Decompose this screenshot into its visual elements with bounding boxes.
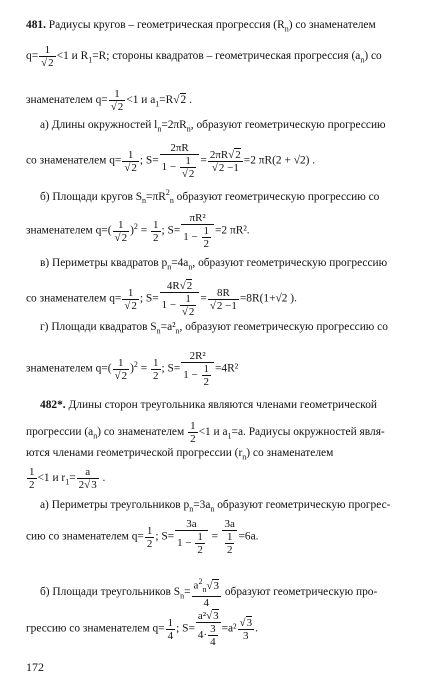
problem-482-number: 482*.	[40, 399, 66, 411]
p481-line-2: q= 1 √ 2 <1 и $R_1=R$; стороны квадратов – геометрическая прогрессия $(a_n)$ со	[26, 44, 420, 69]
p481-line-1: 481. Радиусы кругов – геометрическая прогрессия $(R_n)$ со знаменателем	[26, 19, 376, 34]
p481-a-text: а) Длины окружностей $l_n=2\pi R_n$, образуют геометрическую прогрессию	[40, 119, 386, 134]
p482-b-equation: грессию со знаменателем q= $\frac{1}{4}$ ; S= a²√ 3 4· $\frac{3}{4}$ =a² √ $\frac{3}{3}$ .	[26, 610, 420, 648]
p481-a-equation: со знаменателем q= 1 √ 2 ; S= 2πR 1 − 1 √ 2 = 2πR√ 2 √ 2 −1 =2 πR(2 + √2) .	[26, 142, 420, 180]
p482-line-4: $\frac{1}{2}$ <1 и $r_1=$ $\frac{a}{2√ 3}$ .	[26, 466, 420, 491]
p482-a-text: а) Периметры треугольников $p_n=3a_n$ образуют геометрическую прогрес-	[40, 499, 391, 514]
page-number: 172	[26, 660, 44, 674]
p482-line-3: ются членами геометрической прогрессии $(r_n)$ со знаменателем	[26, 447, 334, 462]
p482-b-text: б) Площади треугольников $S_n=$ $\frac{a^2_n√ 3}{4}$ образуют геометрическую про-	[40, 576, 420, 609]
p481-b-text: б) Площади кругов $S_n=\pi R^2_n$ образуют геометрическую прогрессию со	[40, 188, 380, 206]
p481-g-text: г) Площади квадратов $S_n=a^2_n$, образуют геометрическую прогрессию со	[40, 321, 388, 336]
p482-line-2: прогрессии $(a_n)$ со знаменателем $\frac{1}{2}$ <1 и $a_1=a$. Радиусы окружностей явля-	[26, 420, 385, 445]
p481-v-equation: со знаменателем q= 1 √ 2 ; S= 4R√ 2 1 − 1 √ 2 = 8R √ 2 −1 =8R(1+√2 ).	[26, 280, 420, 318]
problem-481-number: 481.	[26, 19, 46, 31]
p481-v-text: в) Периметры квадратов $p_n=4a_n$, образуют геометрическую прогрессию	[40, 257, 388, 272]
p481-line-3: знаменателем q= 1 √ 2 <1 и $a_1=R√$ 2 .	[26, 88, 420, 113]
p481-g-equation: знаменателем q=( 1 √ 2 )$^2$ = $\frac{1}{2}$ ; S= 2R² 1 − $\frac{1}{2}$ =4R²	[26, 350, 420, 388]
p482-a-equation: сию со знаменателем q= $\frac{1}{2}$ ; S= 3a 1 − $\frac{1}{2}$ = $\frac{3a}{\frac{1}{2}}$ =6a.	[26, 518, 259, 556]
p482-line-1: 482*. Длины сторон треугольника являются членами геометрической	[40, 399, 377, 411]
p481-b-equation: знаменателем q=( 1 √ 2 )$^2$ = $\frac{1}{2}$ ; S= πR² 1 − $\frac{1}{2}$ =2 πR².	[26, 212, 420, 250]
